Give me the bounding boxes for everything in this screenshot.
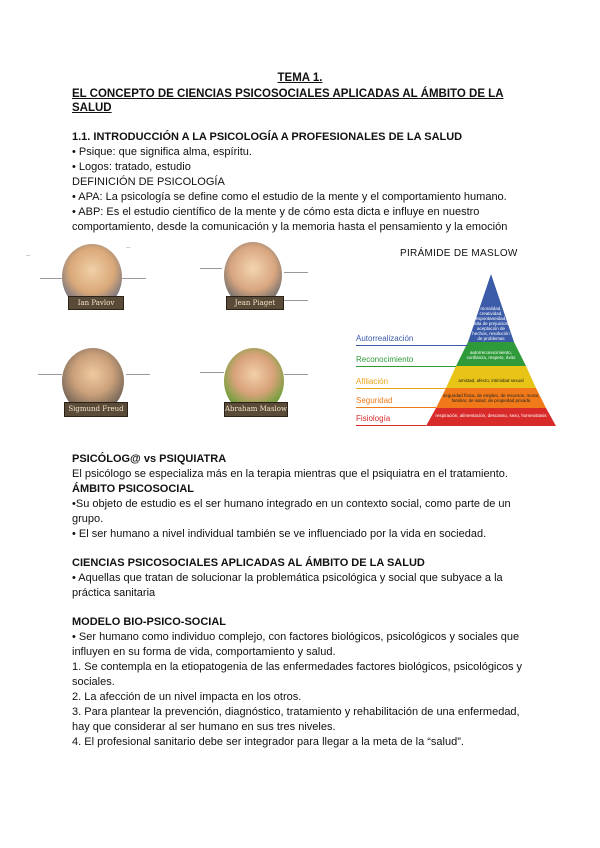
pyramid-label-reconocimiento: Reconocimiento [356,355,414,364]
pyramid-title: PIRÁMIDE DE MASLOW [400,248,518,259]
arrow [38,374,62,375]
pyramid-label-autorrealizacion: Autorrealización [356,334,414,343]
pyramid-line [356,366,456,367]
section-heading: ÁMBITO PSICOSOCIAL [72,483,195,495]
paragraph: •Su objeto de estudio es el ser humano integrado en un contexto social, como parte de un grupo. [72,498,511,525]
arrow [122,278,146,279]
arrow [284,374,308,375]
arrow [200,372,224,373]
bullet-apa: • APA: La psicología se define como el estudio de la mente y el comportamiento humano. [72,191,507,203]
section-psicologo-psiquiatra [72,452,532,542]
pyramid-text-afiliacion: amistad, afecto, intimidad sexual [458,378,524,383]
pyramid-text-reconocimiento: autorreconocimiento, confianza, respeto, éxito [466,350,516,360]
paragraph: 1. Se contempla en la etiopatogenia de las enfermedades factores biológicos, psicológicos y sociales. [72,661,523,688]
nameplate-freud: Sigmund Freud [64,402,128,417]
pyramid-line [356,388,446,389]
pyramid-line [356,345,468,346]
pyramid-label-afiliacion: Afiliación [356,377,389,386]
arrow [126,374,150,375]
document-subtitle: EL CONCEPTO DE CIENCIAS PSICOSOCIALES APLICADAS AL ÁMBITO DE LA SALUD [72,88,504,114]
paragraph: 4. El profesional sanitario debe ser integrador para llegar a la meta de la “salud”. [72,736,464,748]
pyramid-label-fisiologia: Fisiología [356,414,391,423]
pyramid-tier-afiliacion [446,366,536,388]
section-heading: 1.1. INTRODUCCIÓN A LA PSICOLOGÍA A PROFESIONALES DE LA SALUD [72,131,463,143]
nameplate-piaget: Jean Piaget [226,296,284,310]
paragraph: El psicólogo se especializa más en la terapia mientras que el psiquiatra en el tratamiento. [72,468,508,480]
pyramid-label-seguridad: Seguridad [356,396,393,405]
section-heading: MODELO BIO-PSICO-SOCIAL [72,616,226,628]
paragraph: 3. Para plantear la prevención, diagnóstico, tratamiento y rehabilitación de una enfermedad, hay que considerar al ser humano en sus tres niveles. [72,706,520,733]
section-ciencias-psicosociales [72,556,532,601]
section-modelo-bio-psico-social [72,615,532,750]
paragraph: • Aquellas que tratan de solucionar la problemática psicológica y social que subyace a la práctica sanitaria [72,572,503,599]
document-title: TEMA 1. [277,72,323,84]
arrow [200,268,222,269]
arrow [40,278,62,279]
section-heading: CIENCIAS PSICOSOCIALES APLICADAS AL ÁMBITO DE LA SALUD [72,557,425,569]
pyramid-line [356,407,436,408]
nameplate-pavlov: Ian Pavlov [68,296,124,310]
note-scribble: — [126,246,131,251]
section-heading: PSICÓLOG@ vs PSIQUIATRA [72,453,227,465]
psychologist-card-piaget [180,238,328,324]
paragraph: 2. La afección de un nivel impacta en los otros. [72,691,302,703]
arrow [284,272,308,273]
note-scribble: — [26,254,31,259]
psychologist-card-freud [22,344,170,428]
psychologist-card-maslow [180,344,328,428]
bullet-logos: • Logos: tratado, estudio [72,161,191,173]
pyramid-text-autorrealizacion: moralidad, creatividad, espontaneidad, falta de prejuicios, aceptación de hechos, resolución de problemas [472,306,510,341]
psychologist-card-pavlov [22,238,170,324]
paragraph: • Ser humano como individuo complejo, con factores biológicos, psicológicos y sociales que influyen en su forma de vida, comportamiento y salud. [72,631,520,658]
pyramid-text-seguridad: seguridad física, de empleo, de recursos, moral, familiar, de salud, de propiedad privada [442,393,540,403]
section-intro [72,130,532,235]
definition-heading: DEFINICIÓN DE PSICOLOGÍA [72,176,225,188]
bullet-psique: • Psique: que significa alma, espíritu. [72,146,252,158]
nameplate-maslow: Abraham Maslow [224,402,288,417]
pyramid-line [356,425,426,426]
paragraph: • El ser humano a nivel individual también se ve influenciado por la vida en sociedad. [72,528,487,540]
arrow [284,300,308,301]
pyramid-text-fisiologia: respiración, alimentación, descanso, sexo, homeostasis [435,413,547,418]
bullet-abp: • ABP: Es el estudio científico de la mente y de cómo esta dicta e influye en nuestro comportamiento, desde la comunicación y la memoria hasta el pensamiento y la emoción [72,206,508,233]
